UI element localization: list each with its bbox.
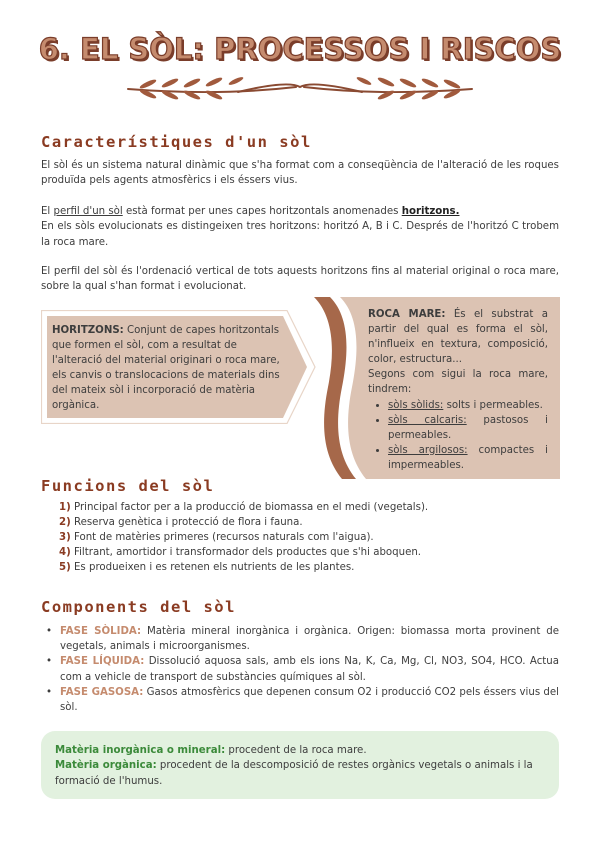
list-item: • sòls sòlids: solts i permeables.	[388, 398, 548, 413]
components-list	[46, 624, 559, 715]
list-item: • FASE SÒLIDA: Matèria mineral inorgànica i orgànica. Origen: biomassa morta provinent de vegetals, animals i microorganismes.	[46, 626, 560, 653]
organic-matter-note	[41, 731, 559, 799]
bullet-icon: •	[46, 626, 53, 637]
paragraph-profile: El perfil d'un sòl està format per unes capes horitzontals anomenades horitzons. En els sòls evolucionats es distingeixen tres horitzons: horitzó A, B i C. Després de l'horitzó C trobem la roca mare.	[41, 206, 559, 248]
list-item: • FASE LÍQUIDA: Dissolució aquosa sals, amb els ions Na, K, Ca, Mg, Cl, NO3, SO4, HCO. Actua com a vehicle de transport de substàncies químiques al sòl.	[46, 656, 559, 683]
page-title: 6. EL SÒL: PROCESSOS I RISCOS	[38, 32, 562, 66]
list-item: 2) Reserva genètica i protecció de flora i fauna.	[59, 517, 303, 529]
bullet-icon: •	[46, 656, 53, 668]
list-item: • sòls calcaris: pastosos i permeables.	[388, 413, 548, 443]
list-item: 4) Filtrant, amortidor i transformador dels productes que s'hi aboquen.	[59, 547, 422, 559]
bullet-icon: •	[46, 686, 53, 698]
leaf-flourish-decoration	[118, 70, 482, 104]
list-item: 1) Principal factor per a la producció de biomassa en el medi (vegetals).	[59, 502, 429, 513]
list-item: • sòls argilosos: compactes i impermeables.	[388, 443, 548, 473]
section-heading-components: Components del sòl	[41, 598, 236, 616]
section-heading-functions: Funcions del sòl	[41, 477, 215, 495]
list-item: 5) Es produeixen i es retenen els nutrients de les plantes.	[59, 562, 355, 574]
note-text: Matèria inorgànica o mineral: procedent de la roca mare. Matèria orgànica: procedent de la descomposició de restes orgànics vegetals o animals i la formació de l'humus.	[55, 745, 533, 787]
horizons-term: horitzons.	[401, 206, 460, 217]
list-item: • FASE GASOSA: Gasos atmosfèrics que depenen consum O2 i producció CO2 pels éssers vius del sòl.	[46, 686, 559, 714]
soil-profile-term: perfil d'un sòl	[53, 206, 123, 217]
list-item: 3) Font de matèries primeres (recursos naturals com l'aigua).	[59, 532, 374, 544]
section-heading-characteristics: Característiques d'un sòl	[41, 133, 312, 151]
paragraph-definition: El sòl és un sistema natural dinàmic que s'ha format com a conseqüència de l'alteració de les roques produïda pels agents atmosfèrics i els éssers vius.	[41, 160, 559, 187]
bedrock-text: ROCA MARE: És el substrat a partir del qual es forma el sòl, n'influeix en textura, composició, color, estructura... Segons com sigui la roca mare, tindrem: • sòls sòlids: solts i permeables. • sòls calcaris: pastosos i permeables. • sòls argilosos: compactes i impermeables.	[368, 307, 548, 473]
horizons-text: HORITZONS: Conjunt de capes horitzontals que formen el sòl, com a resultat de l'alteració del material originari o roca mare, els canvis o translocacions de materials dins del mateix sòl i incorporació de matèria orgànica.	[52, 325, 280, 412]
functions-list	[59, 500, 428, 575]
paragraph-profile-order: El perfil del sòl és l'ordenació vertical de tots aquests horitzons fins al material original o roca mare, sobre la qual s'han format i evolucionat.	[41, 266, 559, 293]
horizons-callout	[41, 310, 316, 424]
